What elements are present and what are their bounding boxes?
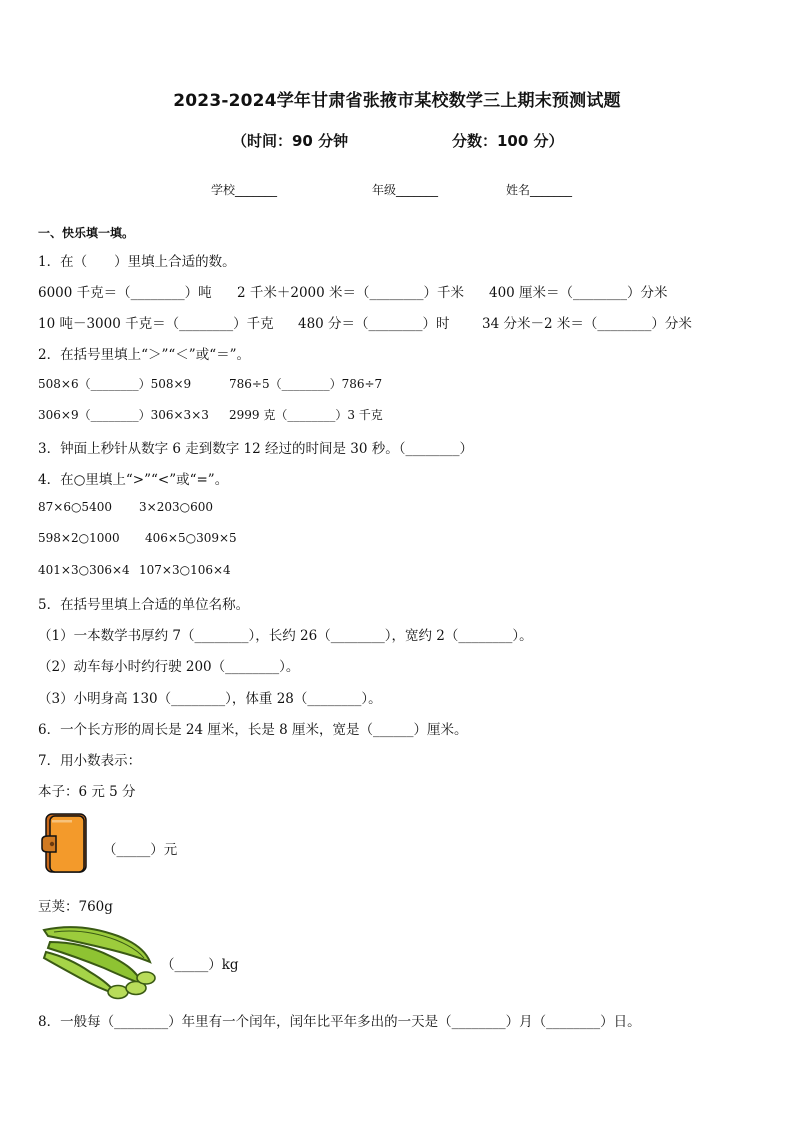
q1-item: 480 分＝（________）时 bbox=[298, 316, 450, 332]
question-5-stem: 5．在括号里填上合适的单位名称。 bbox=[38, 597, 250, 613]
page-title: 2023-2024学年甘肃省张掖市某校数学三上期末预测试题 bbox=[173, 91, 621, 111]
q4-item: 107×3○106×4 bbox=[139, 563, 231, 577]
q4-item: 406×5○309×5 bbox=[145, 531, 237, 545]
q1-item: 2 千米＋2000 米＝（________）千米 bbox=[237, 285, 465, 301]
q2-item: 786÷5（________）786÷7 bbox=[229, 377, 383, 391]
notebook-icon bbox=[40, 812, 90, 876]
q4-item: 3×203○600 bbox=[139, 500, 213, 514]
q2-item: 508×6（________）508×9 bbox=[38, 377, 192, 391]
question-3: 3．钟面上秒针从数字 6 走到数字 12 经过的时间是 30 秒。（________） bbox=[38, 441, 474, 457]
question-8: 8．一般每（________）年里有一个闰年，闰年比平年多出的一天是（________）月（________）日。 bbox=[38, 1014, 641, 1030]
notebook-answer: （_____）元 bbox=[103, 842, 178, 858]
q1-item: 6000 千克＝（________）吨 bbox=[38, 285, 212, 301]
q2-item: 2999 克（________）3 千克 bbox=[229, 408, 383, 422]
q1-item: 10 吨－3000 千克＝（________）千克 bbox=[38, 316, 274, 332]
question-4-stem: 4．在○里填上“>”“<”或“=”。 bbox=[38, 472, 229, 488]
bean-pods-icon bbox=[40, 922, 158, 1000]
grade-field: 年级_______ bbox=[372, 183, 439, 197]
exam-score: 分数：100 分） bbox=[452, 132, 564, 150]
exam-time: （时间：90 分钟 bbox=[232, 132, 349, 150]
q5-item: （1）一本数学书厚约 7（________），长约 26（________），宽约 2（________）。 bbox=[38, 628, 533, 644]
q1-item: 400 厘米＝（________）分米 bbox=[489, 285, 668, 301]
beans-answer: （_____）kg bbox=[161, 957, 239, 973]
question-1-stem: 1．在（ ）里填上合适的数。 bbox=[38, 254, 236, 270]
q5-item: （3）小明身高 130（________），体重 28（________）。 bbox=[38, 691, 382, 707]
question-2-stem: 2．在括号里填上“＞”“＜”或“＝”。 bbox=[38, 347, 250, 363]
q1-item: 34 分米－2 米＝（________）分米 bbox=[482, 316, 692, 332]
q5-item: （2）动车每小时约行驶 200（________）。 bbox=[38, 659, 300, 675]
school-field: 学校_______ bbox=[211, 183, 278, 197]
question-6: 6．一个长方形的周长是 24 厘米，长是 8 厘米，宽是（______）厘米。 bbox=[38, 722, 468, 738]
name-field: 姓名_______ bbox=[506, 183, 573, 197]
notebook-label: 本子：6 元 5 分 bbox=[38, 784, 136, 800]
q2-item: 306×9（________）306×3×3 bbox=[38, 408, 209, 422]
beans-label: 豆荚：760g bbox=[38, 899, 113, 915]
section-heading: 一、快乐填一填。 bbox=[38, 226, 135, 240]
question-7-stem: 7．用小数表示： bbox=[38, 753, 142, 769]
q4-item: 401×3○306×4 bbox=[38, 563, 130, 577]
q4-item: 87×6○5400 bbox=[38, 500, 112, 514]
q4-item: 598×2○1000 bbox=[38, 531, 120, 545]
